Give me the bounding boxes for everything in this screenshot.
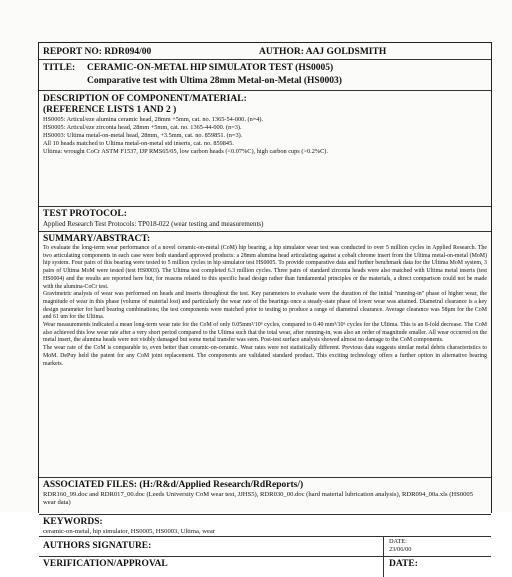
summary-section: [39, 232, 491, 478]
description-line: Ultima: wrought CoCr ASTM F1537, IJP RMS65/05, low carbon heads (<0.07%C), high carbon cups (>0.2%C).: [43, 148, 328, 156]
signature-section: [39, 537, 491, 557]
files-heading: ASSOCIATED FILES: (H:/R&d/Applied Research/RdReports/): [43, 480, 304, 490]
summary-paragraph: The wear rate of the CoM is comparable to, even better than ceramic-on-ceramic. Wear rates were not statistically different. Previous data suggests similar metal debris characteristics to MoM. DePuy held the patent for any CoM joint replacement. The components are validated standard product. This exciting technology offers a further option in alternative bearing markets.: [43, 345, 487, 367]
report-number: REPORT NO: RDR094/00: [43, 47, 152, 57]
keywords-text: ceramic-on-metal, hip simulator, HS0005, HS0003, Ultima, wear: [43, 528, 216, 535]
protocol-heading: TEST PROTOCOL:: [43, 209, 127, 219]
protocol-section: [39, 207, 491, 232]
report-author: AUTHOR: AAJ GOLDSMITH: [259, 47, 387, 57]
report-form: [38, 42, 492, 569]
description-line: HS0005: Articul/eze alumina ceramic head, 28mm +5mm, cat. no. 1365-54-000. (n=4).: [43, 116, 264, 123]
description-reference: (REFERENCE LISTS 1 AND 2 ): [43, 105, 177, 115]
description-line: HS0003: Ultima metal-on-metal head, 28mm, +3.5mm, cat. no. 859851. (n=3).: [43, 132, 243, 140]
title-label: TITLE:: [43, 63, 76, 73]
keywords-section: [39, 515, 491, 537]
signature-date-label: DATE:: [389, 538, 407, 545]
verification-section: [39, 557, 491, 577]
files-text: RDR160_99.doc and RDR017_00.doc (Leeds University CoM wear test, JJHS5), RDR030_00.doc (hard material lubrication analysis), RDR094_00a.xls (HS0005 wear data): [43, 491, 474, 507]
summary-paragraph: Gravimetric analysis of wear was performed on heads and inserts throughout the test. Key parameters to evaluate were the duration of the initial "running-in" phase of higher wear, the magnitude of wear in this phase (volume of material lost) and particularly the wear rate of the bearings once a steady-state phase of lower wear was attained. Diametral clearance is a key design parameter for hard bearing combinations; the test components were matched prior to testing to produce a range of diametral clearance. Average clearance was 58µm for the CoM and 61 um for the Ultima.: [43, 291, 487, 321]
verification-date-label: DATE:: [389, 559, 418, 569]
title-line-2: Comparative test with Ultima 28mm Metal-on-Metal (HS0003): [87, 76, 342, 86]
title-line-1: CERAMIC-ON-METAL HIP SIMULATOR TEST (HS0005): [87, 63, 334, 73]
files-section: [39, 478, 491, 515]
signature-date: 23/06/00: [389, 546, 412, 553]
report-header-row: [39, 43, 491, 60]
summary-heading: SUMMARY/ABSTRACT:: [43, 234, 151, 244]
verification-label: VERIFICATION/APPROVAL: [43, 559, 168, 569]
protocol-text: Applied Research Test Protocols: TP018-022 (wear testing and measurements): [43, 220, 264, 228]
description-line: HS0005: Articul/eze zirconia head, 28mm +5mm, cat. no. 1365-44-000. (n=3).: [43, 124, 242, 132]
description-line: All 10 heads matched to Ultima metal-on-metal std inserts, cat. no. 859845.: [43, 140, 234, 148]
keywords-heading: KEYWORDS:: [43, 517, 103, 527]
summary-paragraph: To evaluate the long-term wear performance of a novel ceramic-on-metal (CoM) hip bearing, a hip simulator wear test was conducted to over 5 million cycles in Applied Research. The two articulating components in each case were both standard approved products: a 28mm alumina head articulating against a cobalt chrome insert from the Ultima metal-on-metal (MoM) hip system. Four pairs of this bearing were tested to 5 million cycles in hip simulator test HS0005. To provide comparative data and further benchmark data for the Ultima MoM system, 3 pairs of Ultima MoM were tested (test HS0003). The Ultima test completed 6.3 million cycles. Three pairs of standard zirconia heads were also matched with Ultima metal inserts (test HS0004) and the results are reported here but, for reasons related to this specific head design rather than fundamental principles or the materials, a direct comparison could not be made with the alumina-CoCr test.: [43, 245, 487, 290]
title-section: [39, 60, 491, 91]
description-section: [39, 91, 491, 207]
summary-paragraph: Wear measurements indicated a mean long-term wear rate for the CoM of only 0.05mm³/10⁶ cycles, compared to 0.40 mm³/10⁶ cycles for the Ultima. This is an 8-fold decrease. The CoM also achieved this low wear rate after a very short period compared to the Ultima such that the total wear, after running-in, was also an order of magnitude smaller. All wear occurred on the metal insert, the alumina heads were not visibly damaged but some metal transfer was seen. Post-test surface analysis showed almost no damage to the CoM components.: [43, 322, 487, 344]
signature-divider: [383, 537, 384, 556]
description-heading: DESCRIPTION OF COMPONENT/MATERIAL:: [43, 94, 247, 104]
signature-label: AUTHORS SIGNATURE:: [43, 541, 152, 551]
verification-divider: [383, 557, 384, 577]
